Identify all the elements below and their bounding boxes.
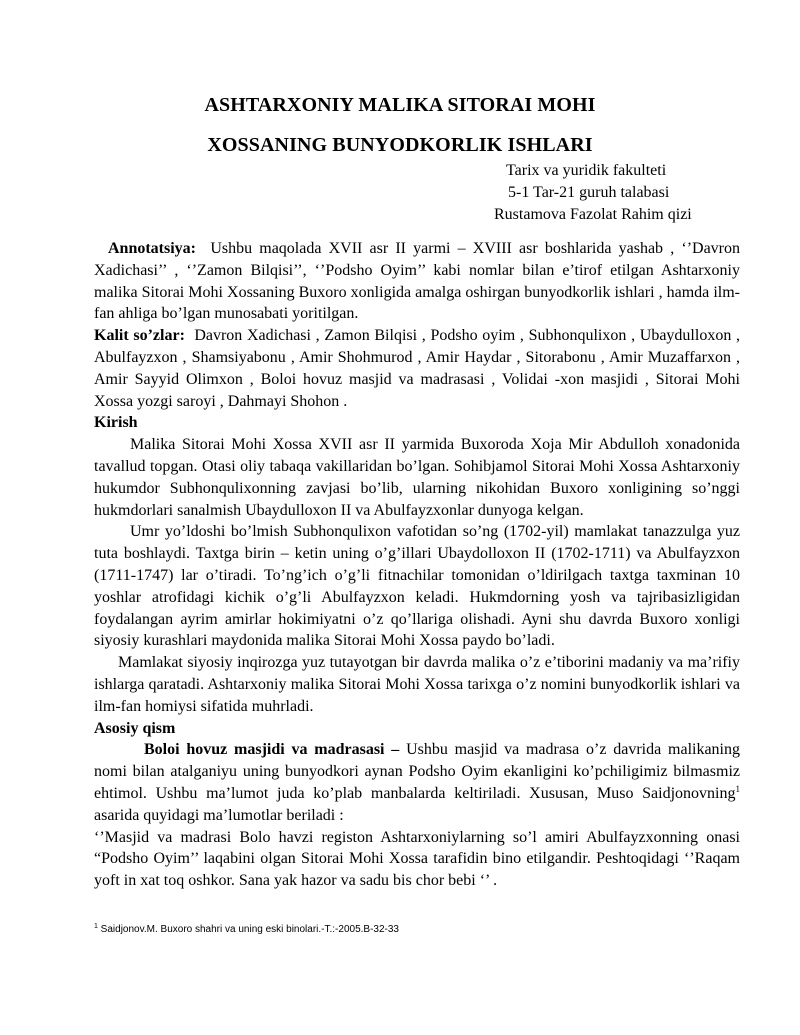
keywords-paragraph [94,325,740,412]
intro-paragraph-2: Umr yo’ldoshi bo’lmish Subhonqulixon vafotidan so’ng (1702-yil) mamlakat tanazzulga yuz tuta boshlaydi. Taxtga birin – ketin uning o’g’illari Ubaydolloxon II (1702-1711) va Abulfayzxon (1711-1747) lar o’tiradi. To’ng’ich o’g’li fitnachilar tomonidan o’ldirilgach taxtga taxminan 10 yoshlar atrofidagi kichik o’g’li Abulfayzxon keladi. Hukmdorning yosh va tajribasizligidan foydalangan ayrim amirlar hokimiyatni o’z qo’llariga olishadi. Ayni shu davrda Buxoro xonligi siyosiy kurashlari maydonida malika Sitorai Mohi Xossa paydo bo’ladi. [94,523,740,650]
author-faculty: Tarix va yuridik fakulteti [506,162,667,179]
main-paragraph-1-tail: asarida quyidagi ma’lumotlar beriladi : [94,806,344,824]
author-group: 5-1 Tar-21 guruh talabasi [508,184,670,201]
footnote [94,924,399,935]
abstract-text: Ushbu maqolada XVII asr II yarmi – XVIII asr boshlarida yashab , ‘’Davron Xadichasi’’ , ‘’Zamon Bilqisi’’, ‘’Podsho Oyim’’ kabi nomlar bilan e’tirof etilgan Ashtarxoniy malika Sitorai Mohi Xossaning Buxoro xonligida amalga oshirgan bunyodkorlik ishlari , hamda ilm-fan ahliga bo’lgan munosabati yoritilgan. [94,240,741,323]
intro-paragraph-1: Malika Sitorai Mohi Xossa XVII asr II yarmida Buxoroda Xoja Mir Abdulloh xonadonida tavallud topgan. Otasi oliy tabaqa vakillaridan bo’lgan. Sohibjamol Sitorai Mohi Xossa Ashtarxoniy hukumdor Subhonqulixonning zavjasi bo’lib, ularning nikohidan Buxoro xonligining so’nggi hukmdorlari sanalmish Ubaydulloxon II va Abulfayzxonlar dunyoga kelgan. [94,436,740,519]
title-line-1: ASHTARXONIY MALIKA SITORAI MOHI [204,94,596,116]
main-paragraph-1-text: Ushbu masjid va madrasa o’z davrida malikaning nomi bilan atalganiyu uning bunyodkori aynan Podsho Oyim ekanligini ko’pchiligimiz bilmasmiz ehtimol. Ushbu ma’lumot juda ko’plab manbalarda keltiriladi. Xususan, Muso Saidjonovning [94,741,741,802]
keywords-label: Kalit so’zlar: [94,327,185,345]
main-paragraph-2: ‘’Masjid va madrasi Bolo havzi registon Ashtarxoniylarning so’l amiri Abulfayzxonning onasi “Podsho Oyim’’ laqabini olgan Sitorai Mohi Xossa tarafidin bino etilgandir. Peshtoqidagi ‘’Raqam yoft in xat toq oshkor. Sana yak hazor va sadu bis chor bebi ‘’ . [94,828,740,890]
footnote-marker: 1 [94,923,98,930]
title-line-2: XOSSANING BUNYODKORLIK ISHLARI [207,134,593,156]
footnote-reference[interactable]: 1 [735,783,740,794]
intro-heading: Kirish [94,414,138,432]
document-body [94,238,740,892]
main-paragraph-1 [94,739,740,826]
keywords-text: Davron Xadichasi , Zamon Bilqisi , Podsho oyim , Subhonqulixon , Ubaydulloxon , Abulfayzxon , Shamsiyabonu , Amir Shohmurod , Amir Haydar , Sitorabonu , Amir Muzaffarxon , Amir Sayyid Olimxon , Boloi hovuz masjid va madrasasi , Volidai -xon masjidi , Sitorai Mohi Xossa yozgi saroyi , Dahmayi Shohon . [94,327,741,410]
author-name: Rustamova Fazolat Rahim qizi [494,206,692,223]
footnote-text: Saidjonov.M. Buxoro shahri va uning eski binolari.-T.:-2005.B-32-33 [97,924,399,935]
intro-paragraph-3: Mamlakat siyosiy inqirozga yuz tutayotgan bir davrda malika o’z e’tiborini madaniy va ma’rifiy ishlarga qaratadi. Ashtarxoniy malika Sitorai Mohi Xossa tarixga o’z nomini bunyodkorlik ishlari va ilm-fan homiysi sifatida muhrladi. [94,654,740,715]
abstract-label: Annotatsiya: [108,240,197,257]
main-heading: Asosiy qism [94,719,176,737]
abstract-paragraph [94,238,740,325]
main-paragraph-1-bold: Boloi hovuz masjidi va madrasasi – [144,741,400,759]
